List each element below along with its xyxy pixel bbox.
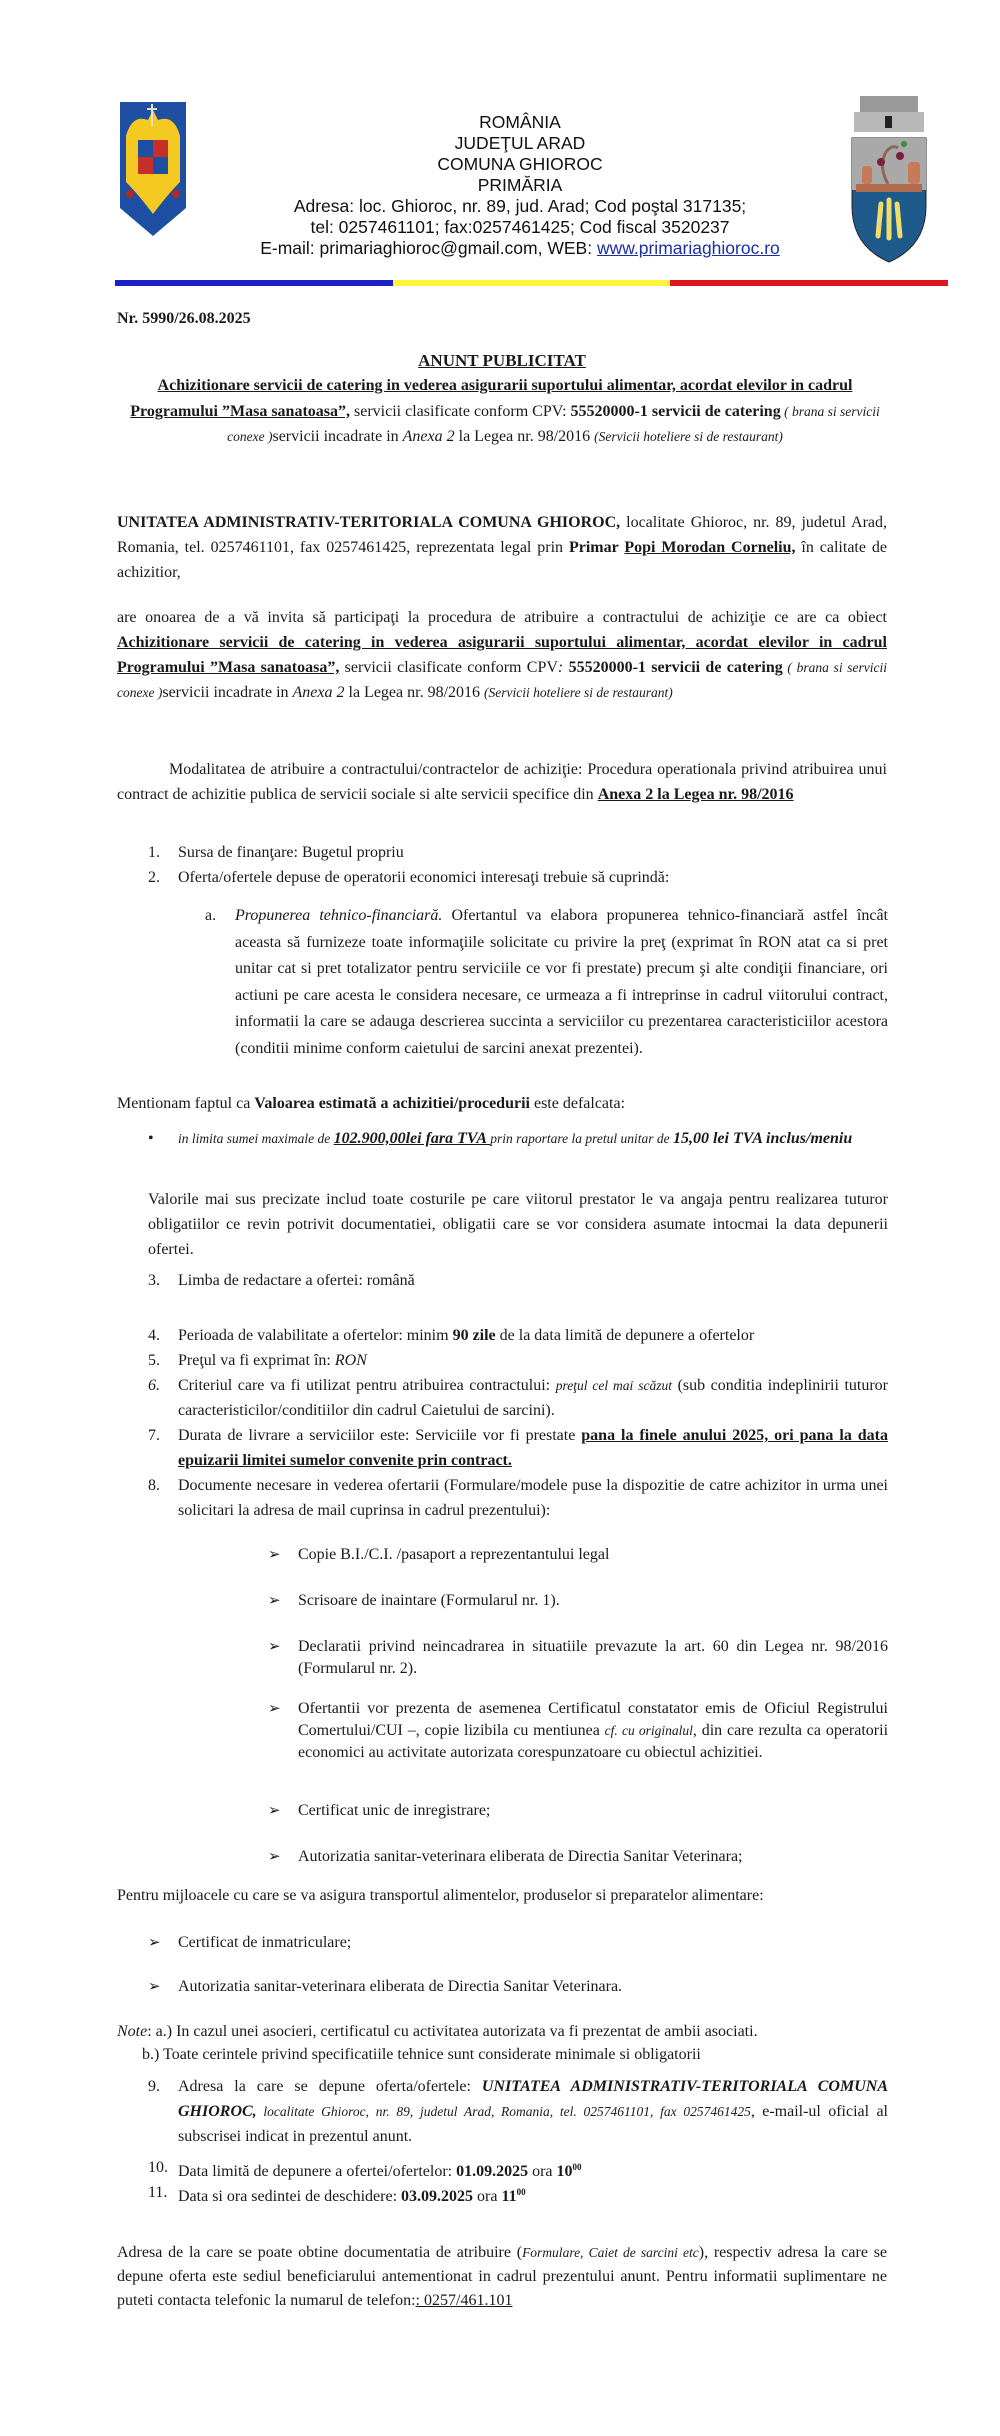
delivery-period: pana la finele anului 2025, ori pana la data epuizarii limitei sumelor convenite prin contract. — [178, 1427, 888, 1469]
item-text: Documente necesare in vederea ofertarii (Formulare/modele puse la dispozitie de catre achizitor in urma unei solicitari la adresa de mail cuprinsa in cadrul prezentului): — [178, 1477, 888, 1519]
item-number: 5. — [148, 1352, 160, 1369]
transport-intro: Pentru mijloacele cu care se va asigura transportul alimentelor, produselor si preparatelor alimentare: — [117, 1887, 764, 1904]
authority-details: localitate Ghioroc, nr. 89, judetul Arad, Romania, tel. 0257461101, fax 0257461425, reprezentata legal prin — [117, 514, 887, 556]
authority-role: în calitate de achizitior, — [117, 539, 887, 581]
item-text: Preţul va fi exprimat în: — [178, 1352, 335, 1369]
item-text-2: , e-mail-ul oficial al subscrisei indicat in prezentul anunt. — [178, 2103, 888, 2145]
list-item-7 — [148, 1423, 888, 1473]
estimated-value-intro — [117, 1091, 887, 1116]
values-note: Valorile mai sus precizate includ toate costurile pe care viitorul prestator le va angaja pentru realizarea tuturor obligatiilor ce revin potrivit documentatiei, obligatii care se vor considera asumate intocmai la data depunerii ofertei. — [148, 1191, 888, 1258]
doc-item-declaration — [268, 1636, 888, 1680]
list-item-9 — [148, 2074, 888, 2149]
header-email: E-mail: primariaghioroc@gmail.com, WEB: — [260, 238, 597, 258]
header-office: PRIMĂRIA — [477, 175, 563, 195]
arrow-bullet-icon: ➢ — [268, 1547, 281, 1563]
doc-text: Ofertantii vor prezenta de asemenea Certificatul constatator emis de Oficiul Registrului Comertului/CUI –, copie lizibila cu mentiunea — [298, 1700, 888, 1739]
list-item-2a — [205, 903, 888, 1062]
divider-yellow — [393, 280, 671, 286]
announcement-subject — [130, 373, 880, 450]
item-text-2: de la data limită de depunere a ofertelor — [495, 1327, 755, 1344]
header-county: JUDEŢUL ARAD — [454, 133, 586, 153]
deadline-hour: 10 — [556, 2163, 573, 2180]
opening-hour: 11 — [501, 2188, 517, 2205]
document-number: Nr. 5990/26.08.2025 — [117, 310, 251, 327]
list-item-11 — [148, 2180, 888, 2209]
website-link[interactable]: www.primariaghioroc.ro — [596, 238, 780, 258]
transport-text: Autorizatia sanitar-veterinara eliberata de Directia Sanitar Veterinara. — [178, 1978, 623, 1995]
arrow-bullet-icon: ➢ — [268, 1849, 281, 1865]
divider-blue — [115, 280, 393, 286]
header-country: ROMÂNIA — [479, 112, 561, 132]
arrow-bullet-icon: ➢ — [268, 1701, 281, 1717]
item-number: 3. — [148, 1272, 160, 1289]
arrow-bullet-icon: ➢ — [268, 1593, 281, 1609]
currency: RON — [334, 1352, 367, 1369]
bullet-text-2: prin raportare la pretul unitar de — [490, 1131, 673, 1146]
divider-red — [670, 280, 948, 286]
submission-address: localitate Ghioroc, nr. 89, judetul Arad, Romania, tel. 0257461101, fax 0257461425 — [256, 2104, 751, 2119]
item-letter: a. — [205, 907, 217, 924]
invitation-text: are onoarea de a vă invita să participaţi la procedura de atribuire a contractului de achiziţie ce are ca obiect — [117, 609, 887, 626]
list-item-2 — [148, 865, 888, 890]
list-item-6 — [148, 1373, 888, 1423]
footer-italic: Formulare, Caiet de sarcini etc — [522, 2245, 699, 2260]
opening-date: 03.09.2025 — [401, 2188, 474, 2205]
procedure-law: Anexa 2 la Legea nr. 98/2016 — [597, 786, 794, 803]
invitation-annex: Anexa 2 — [292, 684, 345, 701]
invitation-text-2: servicii incadrate in — [162, 684, 293, 701]
bullet-icon: • — [148, 1130, 154, 1147]
procedure-paragraph — [117, 757, 887, 807]
invitation-italic: ( brana si servicii conexe ) — [117, 660, 887, 700]
subject-title: Achizitionare servicii de catering in vederea asigurarii suportului alimentar, acordat elevilor in cadrul Programului ”Masa sanatoasa”, — [130, 377, 853, 420]
doc-text: Autorizatia sanitar-veterinara eliberata de Directia Sanitar Veterinara; — [298, 1848, 743, 1865]
item-number: 4. — [148, 1327, 160, 1344]
cpv-code: 55520000-1 servicii de catering — [570, 402, 781, 420]
item-number: 1. — [148, 844, 160, 861]
item-text: Durata de livrare a serviciilor este: Serviciile vor fi prestate — [178, 1427, 582, 1444]
footer-paragraph — [117, 2241, 887, 2313]
list-item-1 — [148, 840, 888, 865]
doc-text: Copie B.I./C.I. /pasaport a reprezentantului legal — [298, 1546, 610, 1563]
deadline-minutes: 00 — [572, 2162, 582, 2172]
procedure-text: Modalitatea de atribuire a contractului/contractelor de achiziţie: Procedura operationala privind atribuirea unui contract de achizitie publica de servicii sociale si alte servicii specifice din — [117, 761, 887, 803]
transport-item-sanitary — [148, 1976, 888, 1998]
letterhead — [215, 112, 825, 259]
subject-category: (Servicii hoteliere si de restaurant) — [594, 429, 783, 444]
transport-text: Certificat de inmatriculare; — [178, 1934, 352, 1951]
item-number: 6. — [148, 1377, 160, 1394]
value-intro: Mentionam faptul ca — [117, 1095, 255, 1112]
invitation-paragraph — [117, 605, 887, 705]
unit-price: 15,00 lei TVA inclus/meniu — [672, 1130, 853, 1147]
mayor-name: Popi Morodan Corneliu, — [624, 539, 796, 556]
ghioroc-coat-of-arms-logo — [848, 86, 930, 266]
doc-item-certificate — [268, 1698, 888, 1764]
footer-text: Adresa de la care se poate obtine documentatia de atribuire ( — [117, 2244, 523, 2261]
value-label: Valoarea estimată a achizitiei/procedurii — [254, 1095, 530, 1112]
mayor-title: Primar — [568, 539, 625, 556]
list-item-5 — [148, 1348, 888, 1373]
header-contact: tel: 0257461101; fax:0257461425; Cod fiscal 3520237 — [310, 217, 730, 237]
intro-paragraph — [117, 510, 887, 585]
item-text: Data limită de depunere a ofertei/ofertelor: — [178, 2163, 457, 2180]
list-item-3 — [148, 1268, 888, 1293]
authority-name: UNITATEA ADMINISTRATIV-TERITORIALA COMUNA GHIOROC, — [117, 514, 621, 531]
invitation-colon: : — [557, 659, 569, 676]
item-text: Data si ora sedintei de deschidere: — [178, 2188, 402, 2205]
announcement-title: ANUNT PUBLICITAT — [418, 351, 586, 370]
subject-law: la Legea nr. 98/2016 — [454, 428, 595, 445]
invitation-subject: Achizitionare servicii de catering in vederea asigurarii suportului alimentar, acordat elevilor in cadrul Programului ”Masa sanatoasa”, — [117, 634, 887, 676]
hour-label: ora — [528, 2163, 557, 2180]
item-text: Criteriul care va fi utilizat pentru atribuirea contractului: — [178, 1377, 556, 1394]
note-block — [117, 2020, 917, 2066]
item-number: 10. — [148, 2159, 168, 2176]
doc-italic: cf. cu originalul — [604, 1723, 693, 1738]
bullet-text: in limita sumei maximale de — [178, 1131, 334, 1146]
footer-text-2: ), respectiv adresa la care se depune oferta este sediul beneficiarului antementionat in cadrul prezentului anunt. Pentru informatii suplimentare ne puteti contacta telefonic la numarul de telefon: — [117, 2244, 888, 2309]
doc-text: Declaratii privind neincadrarea in situatiile prevazute la art. 60 din Legea nr. 98/2016 (Formularul nr. 2). — [298, 1638, 888, 1677]
subject-text-2: servicii incadrate in — [272, 428, 403, 445]
item-text: Ofertantul va elabora propunerea tehnico-financiară astfel încât aceasta să furnizeze toate informaţiile solicitate cu privire la preţ (exprimat în RON atat ca si pret unitar cat si pret totalizator pentru serviciile ce vor fi prestate) precum şi alte condiţii financiare, ori actiuni pe care acesta le considera necesare, ce urmeaza a fi intreprinse in cadrul viitorului contract, informatii la care se adauga descrierea succinta a serviciilor cu prezentarea caracteristiciilor acestora (conditii minime conform caietului de sarcini anexat prezentei). — [235, 907, 889, 1057]
list-item-4 — [148, 1323, 888, 1348]
arrow-bullet-icon: ➢ — [148, 1979, 161, 1995]
max-amount: 102.900,00lei fara TVA — [333, 1130, 491, 1147]
header-email-line — [215, 238, 825, 259]
item-text: Perioada de valabilitate a ofertelor: minim — [178, 1327, 453, 1344]
item-number: 7. — [148, 1427, 160, 1444]
doc-item-registration — [268, 1800, 888, 1822]
arrow-bullet-icon: ➢ — [268, 1803, 281, 1819]
item-text: Sursa de finanţare: Bugetul propriu — [178, 844, 404, 861]
award-criterion: preţul cel mai scăzut — [555, 1378, 672, 1393]
arrow-bullet-icon: ➢ — [268, 1639, 281, 1655]
subject-italic: ( brana si servicii conexe ) — [227, 403, 880, 444]
doc-text-2: , din care rezulta ca operatorii economici au activitate autorizata corespunzatoare cu obiectul achizitiei. — [298, 1722, 889, 1761]
tricolor-divider — [115, 280, 948, 286]
doc-text: Scrisoare de inaintare (Formularul nr. 1). — [298, 1592, 560, 1609]
opening-minutes: 00 — [516, 2187, 526, 2197]
hour-label: ora — [473, 2188, 502, 2205]
transport-item-registration — [148, 1932, 888, 1954]
item-number: 2. — [148, 869, 160, 886]
subject-annex: Anexa 2 — [402, 428, 455, 445]
invitation-cpv-label: servicii clasificate conform CPV — [339, 659, 558, 676]
note-b: b.) Toate cerintele privind specificatiile tehnice sunt considerate minimale si obligatorii — [142, 2046, 701, 2063]
item-text: Oferta/ofertele depuse de operatorii economici interesaţi trebuie să cuprindă: — [178, 869, 670, 886]
subject-text: servicii clasificate conform CPV: — [350, 402, 571, 420]
value-end: este defalcata: — [529, 1095, 626, 1112]
note-label: Note — [117, 2023, 148, 2040]
footer-phone[interactable]: : 0257/461.101 — [415, 2292, 513, 2309]
invitation-category: (Servicii hoteliere si de restaurant) — [484, 685, 673, 700]
item-title: Propunerea tehnico-financiară. — [235, 907, 443, 924]
romania-coat-of-arms-logo — [118, 96, 188, 238]
doc-item-sanitary — [268, 1846, 888, 1868]
item-number: 11. — [148, 2184, 168, 2201]
invitation-cpv-code: 55520000-1 servicii de catering — [568, 659, 783, 676]
validity-days: 90 zile — [452, 1327, 496, 1344]
deadline-date: 01.09.2025 — [456, 2163, 529, 2180]
doc-item-cover-letter — [268, 1590, 888, 1612]
list-item-8 — [148, 1473, 888, 1523]
invitation-law: la Legea nr. 98/2016 — [344, 684, 485, 701]
header-address: Adresa: loc. Ghioroc, nr. 89, jud. Arad; Cod poştal 317135; — [293, 196, 747, 216]
item-number: 9. — [148, 2078, 160, 2095]
doc-text: Certificat unic de inregistrare; — [298, 1802, 491, 1819]
item-text: Adresa la care se depune oferta/ofertele: — [178, 2078, 482, 2095]
doc-item-id-copy — [268, 1544, 888, 1566]
item-number: 8. — [148, 1477, 160, 1494]
submission-authority: UNITATEA ADMINISTRATIV-TERITORIALA COMUNA GHIOROC, — [178, 2078, 888, 2120]
estimated-value-bullet — [148, 1126, 888, 1151]
note-a: : a.) In cazul unei asocieri, certificatul cu activitatea autorizata va fi prezentat de ambii asociati. — [147, 2023, 758, 2040]
arrow-bullet-icon: ➢ — [148, 1935, 161, 1951]
item-text-2: (sub conditia indeplinirii tuturor caracteristicilor/conditiilor din cadrul Caietului de sarcini). — [178, 1377, 888, 1419]
header-commune: COMUNA GHIOROC — [437, 154, 603, 174]
item-text: Limba de redactare a ofertei: română — [178, 1272, 415, 1289]
